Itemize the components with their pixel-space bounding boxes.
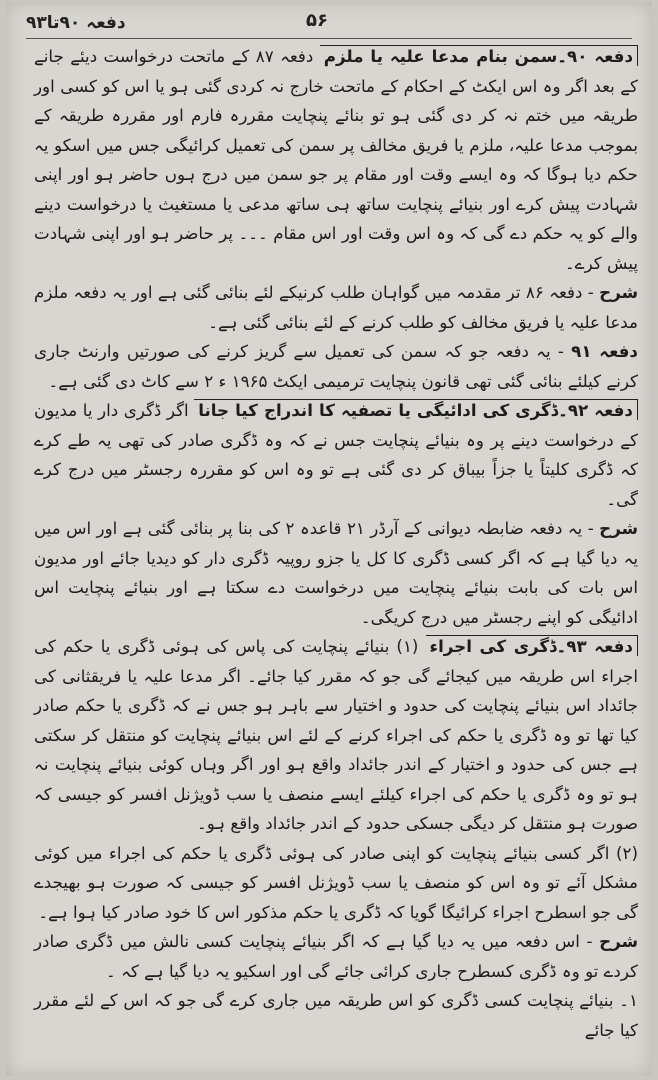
commentary-92-heading: شرح <box>599 518 638 538</box>
page-header <box>6 8 652 38</box>
section-93-clause-2 <box>34 839 638 928</box>
section-93-heading: دفعہ ۹۳۔ڈگری کی اجراء <box>426 635 638 656</box>
page-number: ۵۶ <box>306 10 328 31</box>
commentary-90-heading: شرح <box>599 282 638 302</box>
scanned-page <box>6 2 652 1076</box>
commentary-93-text: - اس دفعہ میں یہ دیا گیا ہے کہ اگر بنیائے پنچایت کسی نالش میں ڈگری صادر کردے تو وہ ڈگری کسطرح جاری کرائی جائے گی اور اسکیو یہ دیا گیا ہے کہ ۔ <box>34 931 638 981</box>
commentary-93-heading: شرح <box>599 931 638 951</box>
section-91 <box>34 337 638 396</box>
section-92 <box>34 396 638 514</box>
header-rule <box>26 38 632 39</box>
page-body <box>34 42 638 1072</box>
section-93-clause-2-text: (۲) اگر کسی بنیائے پنچایت کو اپنی صادر کی ہوئی ڈگری یا حکم کی اجراء میں کوئی مشکل آئے تو وہ اس کو منصف یا سب ڈویژنل افسر کو جیسی کہ صورت ہو بھیجدے گی جو اسطرح اجراء کرائیگا گویا کہ ڈگری یا حکم مذکور اس کا خود صادر کیا ہوا ہے۔ <box>34 842 638 922</box>
section-93 <box>34 632 638 839</box>
section-92-text: اگر ڈگری دار یا مدیون کے درخواست دینے پر وہ بنیائے پنچایت جس نے کہ وہ ڈگری صادر کی تھی یہ طے کرے کہ ڈگری کلیتاً یا جزاً بیباق کر دی گئی ہے تو وہ اس کو مقررہ رجسٹر میں درج کرے گی۔ <box>34 400 638 509</box>
commentary-92 <box>34 514 638 632</box>
section-91-text: - یہ دفعہ جو کہ سمن کی تعمیل سے گریز کرنے کی صورتیں وارنٹ جاری کرنے کیلئے بنائی گئی تھی قانون پنچایت ترمیمی ایکٹ ۱۹۶۵ ء ۲ سے کاٹ دی گئی ہے۔ <box>34 341 638 391</box>
section-range: دفعہ ۹۰تا۹۳ <box>26 13 126 33</box>
commentary-90 <box>34 278 638 337</box>
section-90-text: دفعہ ۸۷ کے ماتحت درخواست دیئے جانے کے بعد اگر وہ اس ایکٹ کے احکام کے ماتحت خارج نہ کردی گئی ہو یا اس کو کسی اور طریقہ میں ختم نہ کر دی گئی ہو تو بنائے پنچایت مقررہ فارم اور مقررہ طریقہ کے بموجب مدعا علیہ، ملزم یا فریق مخالف پر سمن کی تعمیل کرائیگی جس میں اسکو یہ حکم دیا ہوگا کہ وہ ایسے وقت اور مقام پر جو سمن میں درج ہوں حاضر ہو اور اپنی شہادت پیش کرے اور بنیائے پنچایت ساتھ ہی ساتھ مدعی یا مستغیث یا درخواست دینے والے کو یہ حکم دے گی کہ وہ اس وقت اور اس مقام ۔۔۔ پر حاضر ہو اور اپنی شہادت پیش کرے۔ <box>34 46 638 273</box>
commentary-93-point-1 <box>34 986 638 1045</box>
commentary-93 <box>34 927 638 986</box>
commentary-90-text: - دفعہ ۸۶ تر مقدمہ میں گواہان طلب کرنیکے لئے بنائی گئی ہے اور یہ دفعہ ملزم مدعا علیہ یا فریق مخالف کو طلب کرنے کے لئے بنائی گئی ہے۔ <box>34 282 638 332</box>
commentary-92-text: - یہ دفعہ ضابطہ دیوانی کے آرڈر ۲۱ قاعدہ ۲ کی بنا پر بنائی گئی ہے اور اس میں یہ دیا گیا ہے کہ اگر کسی ڈگری کا کل یا جزو روپیہ ڈگری دار کو دیدیا جائے اور مدیون اس بات کی بابت بنیائے پنچایت میں درخواست دے سکتا ہے اور بنیائے پنچایت اس ادائیگی کو اپنے رجسٹر میں درج کریگی۔ <box>34 518 638 627</box>
section-90 <box>34 42 638 278</box>
section-93-text: (۱) بنیائے پنچایت کی پاس کی ہوئی ڈگری یا حکم کی اجراء اس طریقہ میں کیجائے گی جو کہ مقرر کیا جائے۔ اگر مدعا علیہ یا فریقثانی کی جائداد اس بنیائے پنچایت کی حدود و اختیار سے باہر ہو جس نے کہ ڈگری یا حکم صادر کیا تھا تو وہ ڈگری یا حکم کی اجراء کرنے کے لئے اس بنیائے پنچایت کو منتقل کر سکتی ہے جس کی حدود و اختیار کے اندر جائداد واقع ہو اور اگر وہاں کوئی بنیائے پنچایت نہ ہو تو وہ ڈگری یا حکم کی اجراء کیلئے ایسے منصف یا سب ڈویژنل افسر کو جیسی کہ صورت ہو منتقل کر دیگی جسکی حدود کے اندر جائداد واقع ہو۔ <box>34 636 638 833</box>
section-92-heading: دفعہ ۹۲۔ڈگری کی ادائیگی یا تصفیہ کا اندراج کیا جانا <box>194 399 638 420</box>
commentary-93-point-1-text: ۱۔ بنیائے پنچایت کسی ڈگری کو اس طریقہ میں جاری کرے گی جو کہ اس کے لئے مقرر کیا جائے <box>34 990 638 1040</box>
section-90-heading: دفعہ ۹۰۔سمن بنام مدعا علیہ یا ملزم <box>320 45 638 66</box>
section-91-heading: دفعہ ۹۱ <box>571 341 638 361</box>
